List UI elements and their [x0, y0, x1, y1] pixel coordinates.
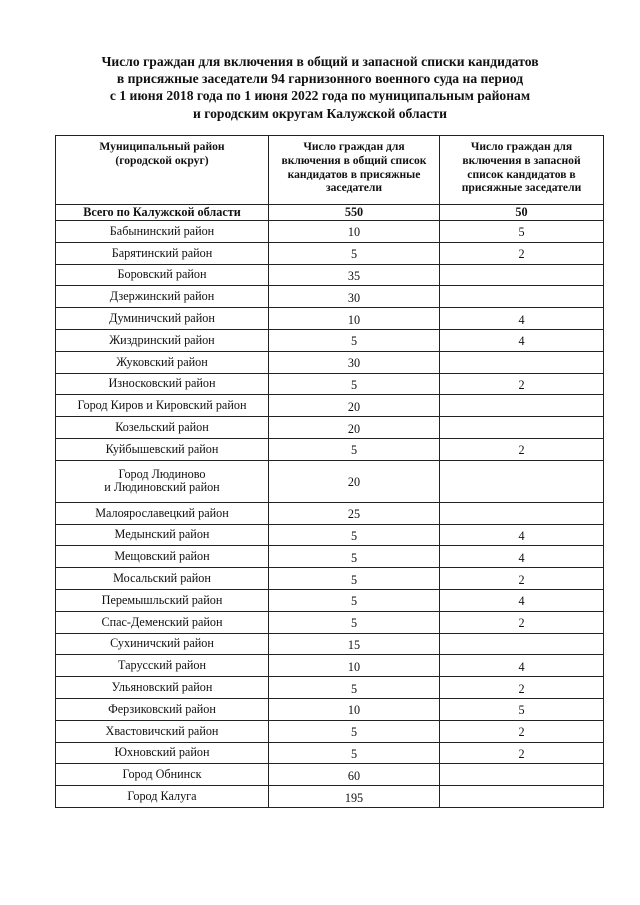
district-name: Жиздринский район: [56, 329, 269, 351]
reserve-count: 2: [440, 611, 604, 633]
district-name: Город Киров и Кировский район: [56, 395, 269, 417]
general-count: 20: [269, 395, 440, 417]
reserve-count: 5: [440, 221, 604, 243]
table-row: [56, 502, 604, 524]
table-row: [56, 633, 604, 655]
district-name: Боровский район: [56, 264, 269, 286]
table-row: [56, 524, 604, 546]
table-row: [56, 611, 604, 633]
table-row: [56, 221, 604, 243]
district-name: Сухиничский район: [56, 633, 269, 655]
total-general: 550: [269, 205, 440, 221]
title-line: с 1 июня 2018 года по 1 июня 2022 года по муниципальным районам: [109, 88, 531, 104]
reserve-count: [440, 633, 604, 655]
title-line: Число граждан для включения в общий и запасной списки кандидатов: [101, 54, 539, 69]
general-count: 5: [269, 611, 440, 633]
district-name: Ульяновский район: [56, 677, 269, 699]
general-count: 10: [269, 221, 440, 243]
district-name: Город Людиново и Людиновский район: [56, 460, 269, 502]
general-count: 25: [269, 502, 440, 524]
district-name: Хвастовичский район: [56, 720, 269, 742]
reserve-count: 2: [440, 742, 604, 764]
general-count: 5: [269, 524, 440, 546]
district-name: Медынский район: [56, 524, 269, 546]
header-district: Муниципальный район (городской округ): [56, 136, 269, 205]
district-name: Тарусский район: [56, 655, 269, 677]
table-row: [56, 460, 604, 502]
table-row: [56, 720, 604, 742]
general-count: 5: [269, 329, 440, 351]
district-name: Мосальский район: [56, 568, 269, 590]
reserve-count: [440, 286, 604, 308]
district-name: Перемышльский район: [56, 589, 269, 611]
table-row: [56, 373, 604, 395]
total-reserve: 50: [440, 205, 604, 221]
district-name: Мещовский район: [56, 546, 269, 568]
table-row: [56, 568, 604, 590]
table-row: [56, 546, 604, 568]
reserve-count: 2: [440, 677, 604, 699]
general-count: 60: [269, 764, 440, 786]
general-count: 35: [269, 264, 440, 286]
table-row: [56, 698, 604, 720]
general-count: 10: [269, 655, 440, 677]
table-row: [56, 395, 604, 417]
table-row: [56, 438, 604, 460]
table-row: [56, 589, 604, 611]
general-count: 5: [269, 677, 440, 699]
header-reserve-list: Число граждан для включения в запасной список кандидатов в присяжные заседатели: [440, 136, 604, 205]
district-name: Жуковский район: [56, 351, 269, 373]
table-row: [56, 264, 604, 286]
document-title: [60, 53, 580, 122]
reserve-count: 4: [440, 329, 604, 351]
district-name: Малоярославецкий район: [56, 502, 269, 524]
reserve-count: [440, 395, 604, 417]
header-general-list: Число граждан для включения в общий список кандидатов в присяжные заседатели: [269, 136, 440, 205]
general-count: 5: [269, 546, 440, 568]
general-count: 5: [269, 373, 440, 395]
reserve-count: 4: [440, 308, 604, 330]
reserve-count: [440, 786, 604, 808]
reserve-count: 4: [440, 655, 604, 677]
table-row: [56, 417, 604, 439]
general-count: 5: [269, 589, 440, 611]
district-name: Юхновский район: [56, 742, 269, 764]
general-count: 30: [269, 351, 440, 373]
general-count: 5: [269, 742, 440, 764]
reserve-count: [440, 764, 604, 786]
candidates-table: [55, 135, 604, 808]
table-row: [56, 351, 604, 373]
district-name: Думиничский район: [56, 308, 269, 330]
reserve-count: 2: [440, 720, 604, 742]
general-count: 5: [269, 438, 440, 460]
general-count: 10: [269, 698, 440, 720]
table-row: [56, 786, 604, 808]
total-row: [56, 205, 604, 221]
table-row: [56, 677, 604, 699]
reserve-count: 4: [440, 589, 604, 611]
district-name: Ферзиковский район: [56, 698, 269, 720]
general-count: 15: [269, 633, 440, 655]
district-name: Дзержинский район: [56, 286, 269, 308]
table-row: [56, 308, 604, 330]
total-name: Всего по Калужской области: [56, 205, 269, 221]
district-name: Барятинский район: [56, 242, 269, 264]
general-count: 5: [269, 568, 440, 590]
general-count: 195: [269, 786, 440, 808]
reserve-count: [440, 460, 604, 502]
district-name: Город Обнинск: [56, 764, 269, 786]
reserve-count: 4: [440, 524, 604, 546]
reserve-count: 2: [440, 242, 604, 264]
reserve-count: [440, 351, 604, 373]
general-count: 20: [269, 417, 440, 439]
reserve-count: 2: [440, 568, 604, 590]
table-row: [56, 655, 604, 677]
reserve-count: [440, 417, 604, 439]
reserve-count: 5: [440, 698, 604, 720]
district-name: Козельский район: [56, 417, 269, 439]
general-count: 20: [269, 460, 440, 502]
table-row: [56, 286, 604, 308]
general-count: 5: [269, 720, 440, 742]
table-row: [56, 242, 604, 264]
district-name: Износковский район: [56, 373, 269, 395]
general-count: 10: [269, 308, 440, 330]
district-name: Спас-Деменский район: [56, 611, 269, 633]
reserve-count: [440, 264, 604, 286]
district-name: Куйбышевский район: [56, 438, 269, 460]
district-name: Город Калуга: [56, 786, 269, 808]
title-line: и городским округам Калужской области: [193, 105, 447, 121]
title-line: в присяжные заседатели 94 гарнизонного военного суда на период: [116, 71, 524, 87]
district-name: Бабынинский район: [56, 221, 269, 243]
reserve-count: 4: [440, 546, 604, 568]
general-count: 5: [269, 242, 440, 264]
reserve-count: 2: [440, 438, 604, 460]
reserve-count: [440, 502, 604, 524]
table-row: [56, 764, 604, 786]
reserve-count: 2: [440, 373, 604, 395]
table-row: [56, 742, 604, 764]
general-count: 30: [269, 286, 440, 308]
table-row: [56, 329, 604, 351]
table-header-row: [56, 136, 604, 205]
